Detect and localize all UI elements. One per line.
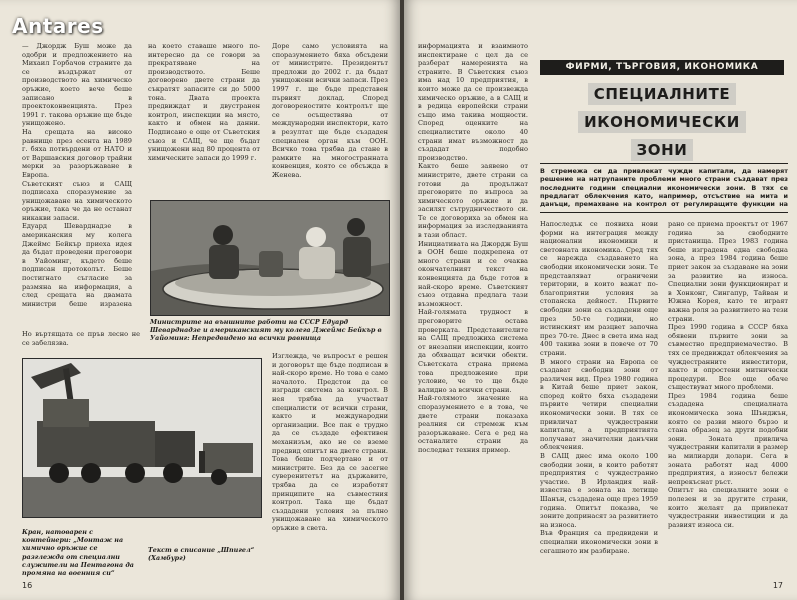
right-col2: Напоследък се появиха нови форми на интеграция между национални икономики и световната икономика. Сред тях се нарежда създаването на свободни икономически зони. Те представляват ограничени територии, в които важат по-благоприятни условия за стопанска дейност. Първите свободни зони са създадени още през 50-те години, но истинският им разцвет започна през 70-те. Днес в света има над 400 такива зони в повече от 70 страни. В много страни на Европа се създават свободни зони от различен вид. През 1980 година в Китай беше приет закон, според който бяха създадени първите четири специални икономически зони. В тях се привличат чуждестранни капитали, а предприятията получават значителни данъчни облекчения. В САЩ днес има около 100 свободни зони, в които работят предприятия с чуждестранно участие. В Ирландия най-известна е зоната на летище Шанън, създадена още през 1959 година. Опитът показва, че зоните допринасят за развитието на износа. Във Франция са предвидени и специални икономически зони в сегашното им разбиране.: [540, 220, 658, 555]
left-col1-top: — Джордж Буш може да одобри и предложението на Михаил Горбачов страните да се въздържат от производството на химическо оръжие, което вече беше записано в проектоконвенцията. През 1991 г. такова оръжие ще бъде унищожено. На срещата на високо равнище през есента на 1989 г. бяха потвърдени от НАТО и от Варшавския договор трайни мерки за разоръжаване в Европа. Съветският съюз и САЩ подписаха споразумение за унищожаване на химическото оръжие, така че да не останат никакви запаси. Едуард Шеварднадзе в американския му колега Джеймс Бейкър приеха идея да бъдат проведени преговори в Уайоминг, където беше подписан протоколът. Беше постигнато съгласие за размяна на информация, а след срещата на двамата министри беше изразена: [22, 42, 132, 308]
crane-truck-photo: [22, 358, 262, 518]
crane-photo-caption-right: Текст в списание „Шпигел“ (Хамбург): [148, 546, 255, 563]
page-number-left: 16: [22, 581, 33, 590]
title-line-3: ЗОНИ: [631, 139, 694, 161]
right-col3: рано се приема проектът от 1967 година за свободните пристанища. През 1983 година беше изградена една свободна зона, а през 1984 година беше приет закон за създаване на зони за развитие на износа. Специални зони функционират и в Хонконг, Сингапур, Тайван и Южна Корея, като те играят важна роля за развитието на тези страни. През 1990 година в СССР бяха обявени първите зони за съвместно предприемачество. В тях се предвиждат облекчения за чуждестранните инвеститори, както и опростени митнически процедури. Все още обаче съществуват много проблеми. През 1984 година беше създадена специалната икономическа зона Шънджън, която се разви много бързо и стана образец за други подобни зони. Зоната привлича чуждестранни капитали в размер на милиарди долари. Сега в зоната работят над 4000 предприятия, а износът бележи непрекъснат ръст. Опитът на специалните зони е полезен и за другите страни, които желаят да привлекат чуждестранни инвестиции и да развият износа си.: [668, 220, 788, 529]
left-col3-bottom: Изглежда, че въпросът е решен и договорът ще бъде подписан в най-скоро време. Но това е само началото. Предстои да се изгради система за контрол. В нея трябва да участват специалисти от всички страни, както и международни организации. Все пак е трудно да се създаде ефективен механизъм, ако не се вземе предвид опитът на двете страни. Това беше подчертано и от министрите. Без да се засегне суверенитетът на държавите, трябва да се изработят принципите на съвместния контрол. Така ще бъдат създадени условия за пълно унищожаване на химическото оръжие в света.: [272, 352, 388, 532]
right-page: [404, 0, 797, 600]
boat-photo-caption: Министрите на външните работи на СССР Едуард Шеварднадзе и американският му колега Джеймс Бейкър в Уайоминг: Непредвидено на всички равнища: [150, 318, 382, 343]
boat-photo-illustration: [151, 201, 389, 315]
left-col2-top: на което ставаше много по-интересно да се говори за прекратяване на производството. Беше договорено двете страни да съкратят запасите си до 5000 тона. Двата проекта предвиждат и двустранен контрол, инспекции на място, както и обмен на данни. Подписано е още от Съветския съюз и САЩ, че ще бъдат унищожени над 80 процента от химическите запаси до 1999 г.: [148, 42, 260, 162]
title-line-2: ИКОНОМИЧЕСКИ: [578, 111, 746, 133]
article-title: [544, 80, 780, 164]
left-col1-bottom: Но въртящата се пръв лесно не се забелязва.: [22, 330, 140, 347]
boat-photo: [150, 200, 390, 316]
page-number-right: 17: [772, 581, 783, 590]
article-intro: В стремежа си да привлекат чужди капитали, да намерят решение на натрупаните проблеми много страни създават през последните години специални икономически зони. В тях се предлагат облекчения като, например, отсъствие на мита и данъци, премахване на контрол от регулиращите функции на: [540, 167, 788, 209]
crane-truck-illustration: [23, 359, 261, 517]
crane-photo-caption-left: Кран, натоварен с контейнери: „Монтаж на химично оръжие се разглежда от специални служители на Пентагона да промяна на военния си“: [22, 528, 134, 578]
intro-bottom-rule: [540, 212, 788, 213]
title-line-1: СПЕЦИАЛНИТЕ: [588, 83, 737, 105]
left-col3-top: Доре само условията на споразумението бяха обсъдени от министрите. Президентът предложи до 2002 г. да бъдат унищожени всички запаси. През 1997 г. ще бъде представен първият доклад. Според договореностите контролът ще се осъществява от международни инспектори, като в резултат ще бъде създаден специален орган към ООН. Всичко това трябва да стане в рамките на многостранната конвенция, която се обсъжда в Женева.: [272, 42, 388, 179]
section-header: ФИРМИ, ТЪРГОВИЯ, ИКОНОМИКА: [540, 60, 784, 75]
watermark-logo: Antares: [12, 14, 104, 38]
intro-top-rule: [540, 163, 788, 164]
right-col1: информацията и взаимното инспектиране с цел да се разберат намеренията на страните. В Съветския съюз има над 10 предприятия, в които може да се произвежда химическо оръжие, а в САЩ и в редица европейски страни също има такива мощности. Според оценките на специалистите около 40 страни имат възможност да създадат подобно производство. Както беше заявено от министрите, двете страни са готови да продължат преговорите по въпроса за химическото оръжие и да засилят сътрудничеството си. Те се договориха за обмен на информация за изследванията в тази област. Инициативата на Джордж Буш в ООН беше подкрепена от много страни и се очаква окончателният текст на конвенцията да бъде готов в най-скоро време. Съветският съюз отдавна предлага тази възможност. Най-голямата трудност в преговорите остава проверката. Представителите на САЩ предложиха система от внезапни инспекции, които да обхващат всички обекти. Съветската страна приема това предложение при условие, че то ще бъде валидно за всички страни. Най-голямото значение на споразумението е в това, че двете страни показаха реалния си стремеж към разоръжаване. Сега е ред на останалите страни да последват техния пример.: [418, 42, 528, 454]
